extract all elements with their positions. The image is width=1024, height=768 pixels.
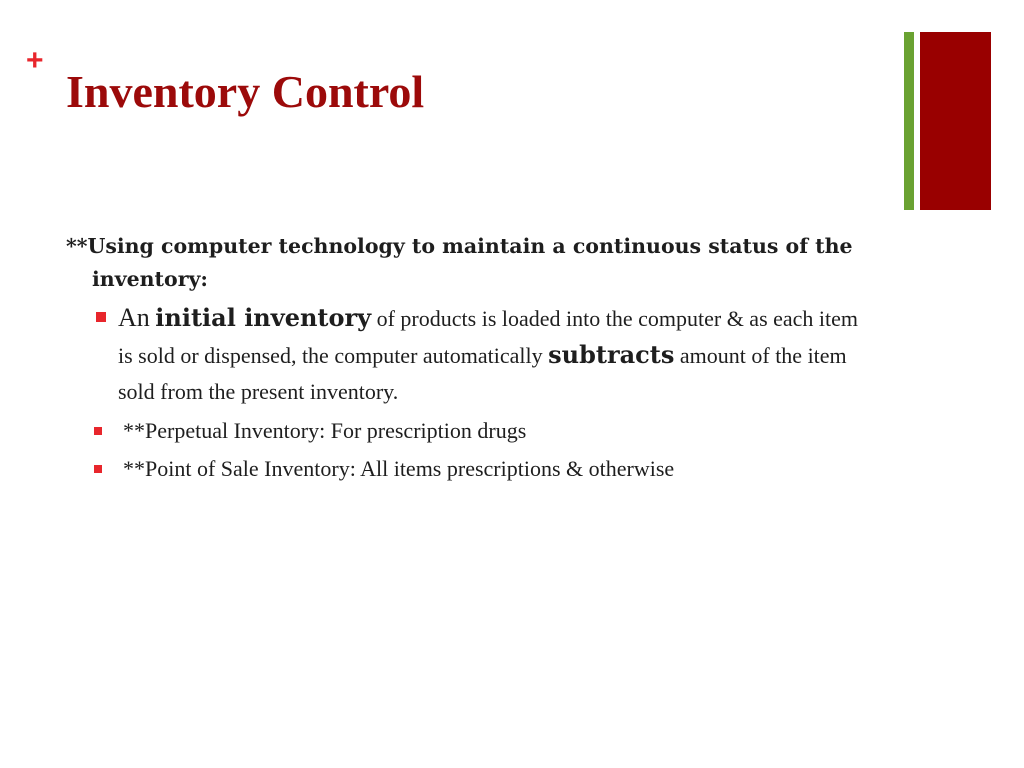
bullet-text-lead-word: An <box>118 303 150 332</box>
plus-icon: + <box>26 44 44 77</box>
bullet-text: **Perpetual Inventory: For prescription drugs <box>123 418 527 443</box>
bullet-item-point-of-sale <box>66 452 866 486</box>
slide-body <box>66 230 866 486</box>
square-bullet-icon <box>94 427 102 435</box>
bullet-text: **Point of Sale Inventory: All items prescriptions & otherwise <box>123 456 675 481</box>
bullet-text-ending: amount of the item sold from the present inventory. <box>118 343 847 404</box>
bullet-item-initial-inventory <box>66 300 866 410</box>
bullet-text-initial-inventory: initial inventory <box>155 303 372 332</box>
accent-block-red <box>920 32 991 210</box>
bullet-list <box>66 300 866 486</box>
lead-paragraph: **Using computer technology to maintain a continuous status of the inventory: <box>66 234 853 291</box>
square-bullet-icon <box>96 312 106 322</box>
slide-title: Inventory Control <box>66 66 425 117</box>
bullet-text-subtracts: subtracts <box>548 340 675 369</box>
square-bullet-icon <box>94 465 102 473</box>
bullet-text-description: of products is loaded into the computer & as each item is sold or dispensed, the computer automatically <box>118 306 859 368</box>
accent-bar-green <box>904 32 914 210</box>
bullet-item-perpetual-inventory <box>66 414 866 448</box>
